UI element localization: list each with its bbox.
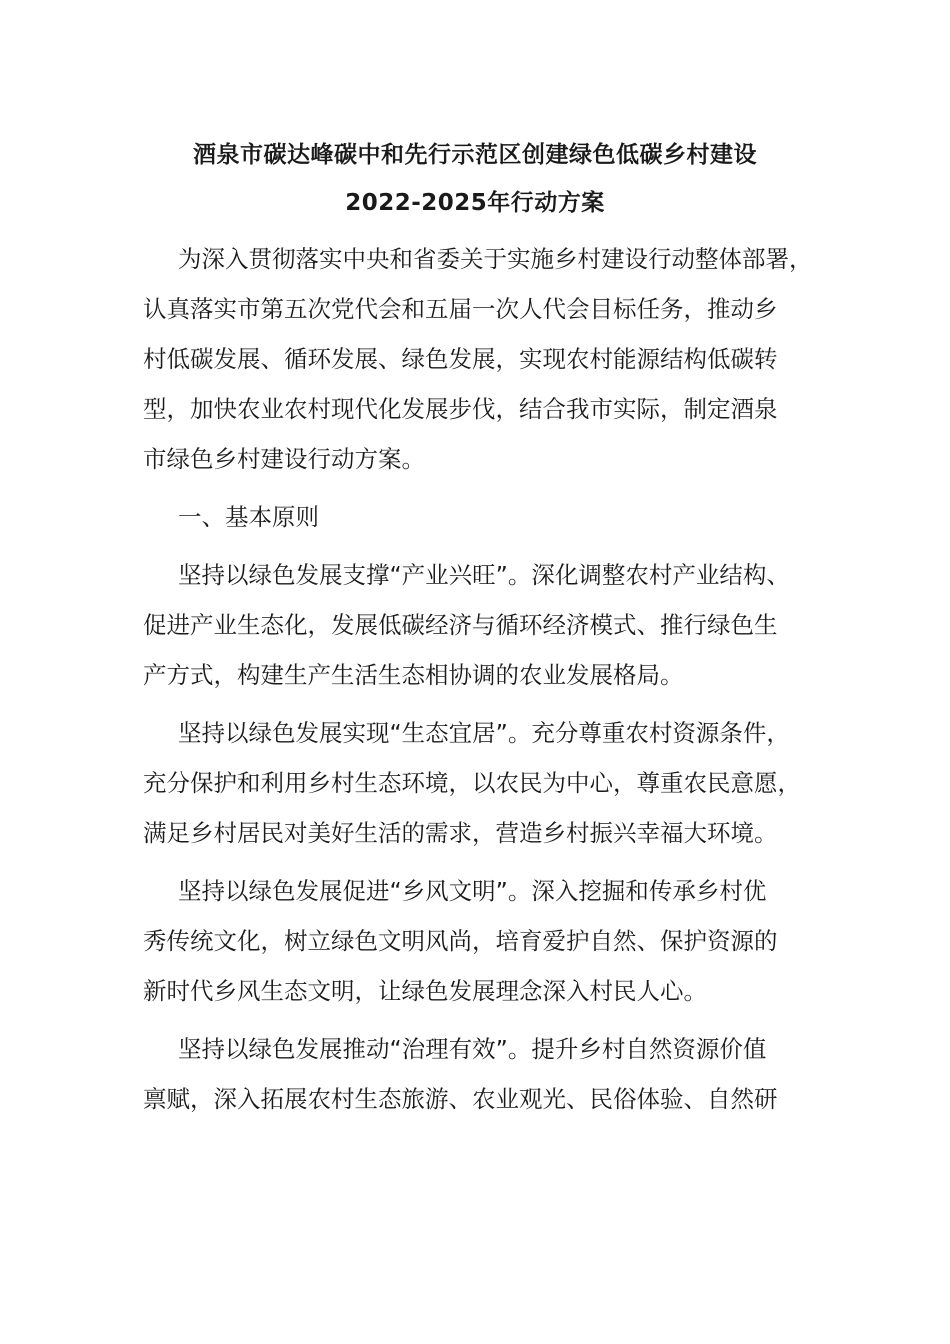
section-heading-basic-principles: 一、基本原则 <box>178 503 319 531</box>
paragraph-governance-line-2: 禀赋，深入拓展农村生态旅游、农业观光、民俗体验、自然研 <box>143 1085 778 1113</box>
paragraph-intro-line-4: 型，加快农业农村现代化发展步伐，结合我市实际，制定酒泉 <box>143 395 778 423</box>
paragraph-intro-line-3: 村低碳发展、循环发展、绿色发展，实现农村能源结构低碳转 <box>143 345 778 373</box>
document-title-line-1: 酒泉市碳达峰碳中和先行示范区创建绿色低碳乡村建设 <box>193 142 757 168</box>
paragraph-ecology-line-2: 充分保护和利用乡村生态环境，以农民为中心，尊重农民意愿， <box>143 769 801 797</box>
paragraph-industry-line-2: 促进产业生态化，发展低碳经济与循环经济模式、推行绿色生 <box>143 611 778 639</box>
paragraph-civility-line-2: 秀传统文化，树立绿色文明风尚，培育爱护自然、保护资源的 <box>143 927 778 955</box>
paragraph-intro-line-1: 为深入贯彻落实中央和省委关于实施乡村建设行动整体部署， <box>178 245 813 273</box>
paragraph-governance-line-1: 坚持以绿色发展推动“治理有效”。提升乡村自然资源价值 <box>178 1035 767 1063</box>
paragraph-ecology-line-3: 满足乡村居民对美好生活的需求，营造乡村振兴幸福大环境。 <box>143 819 778 847</box>
paragraph-intro-line-5: 市绿色乡村建设行动方案。 <box>143 445 425 473</box>
paragraph-civility-line-3: 新时代乡风生态文明，让绿色发展理念深入村民人心。 <box>143 977 707 1005</box>
paragraph-industry-line-1: 坚持以绿色发展支撑“产业兴旺”。深化调整农村产业结构、 <box>178 561 790 589</box>
paragraph-civility-line-1: 坚持以绿色发展促进“乡风文明”。深入挖掘和传承乡村优 <box>178 877 767 905</box>
document-title-line-2: 2022-2025年行动方案 <box>345 190 605 216</box>
paragraph-industry-line-3: 产方式，构建生产生活生态相协调的农业发展格局。 <box>143 661 684 689</box>
paragraph-ecology-line-1: 坚持以绿色发展实现“生态宜居”。充分尊重农村资源条件， <box>178 719 790 747</box>
paragraph-intro-line-2: 认真落实市第五次党代会和五届一次人代会目标任务，推动乡 <box>143 295 778 323</box>
